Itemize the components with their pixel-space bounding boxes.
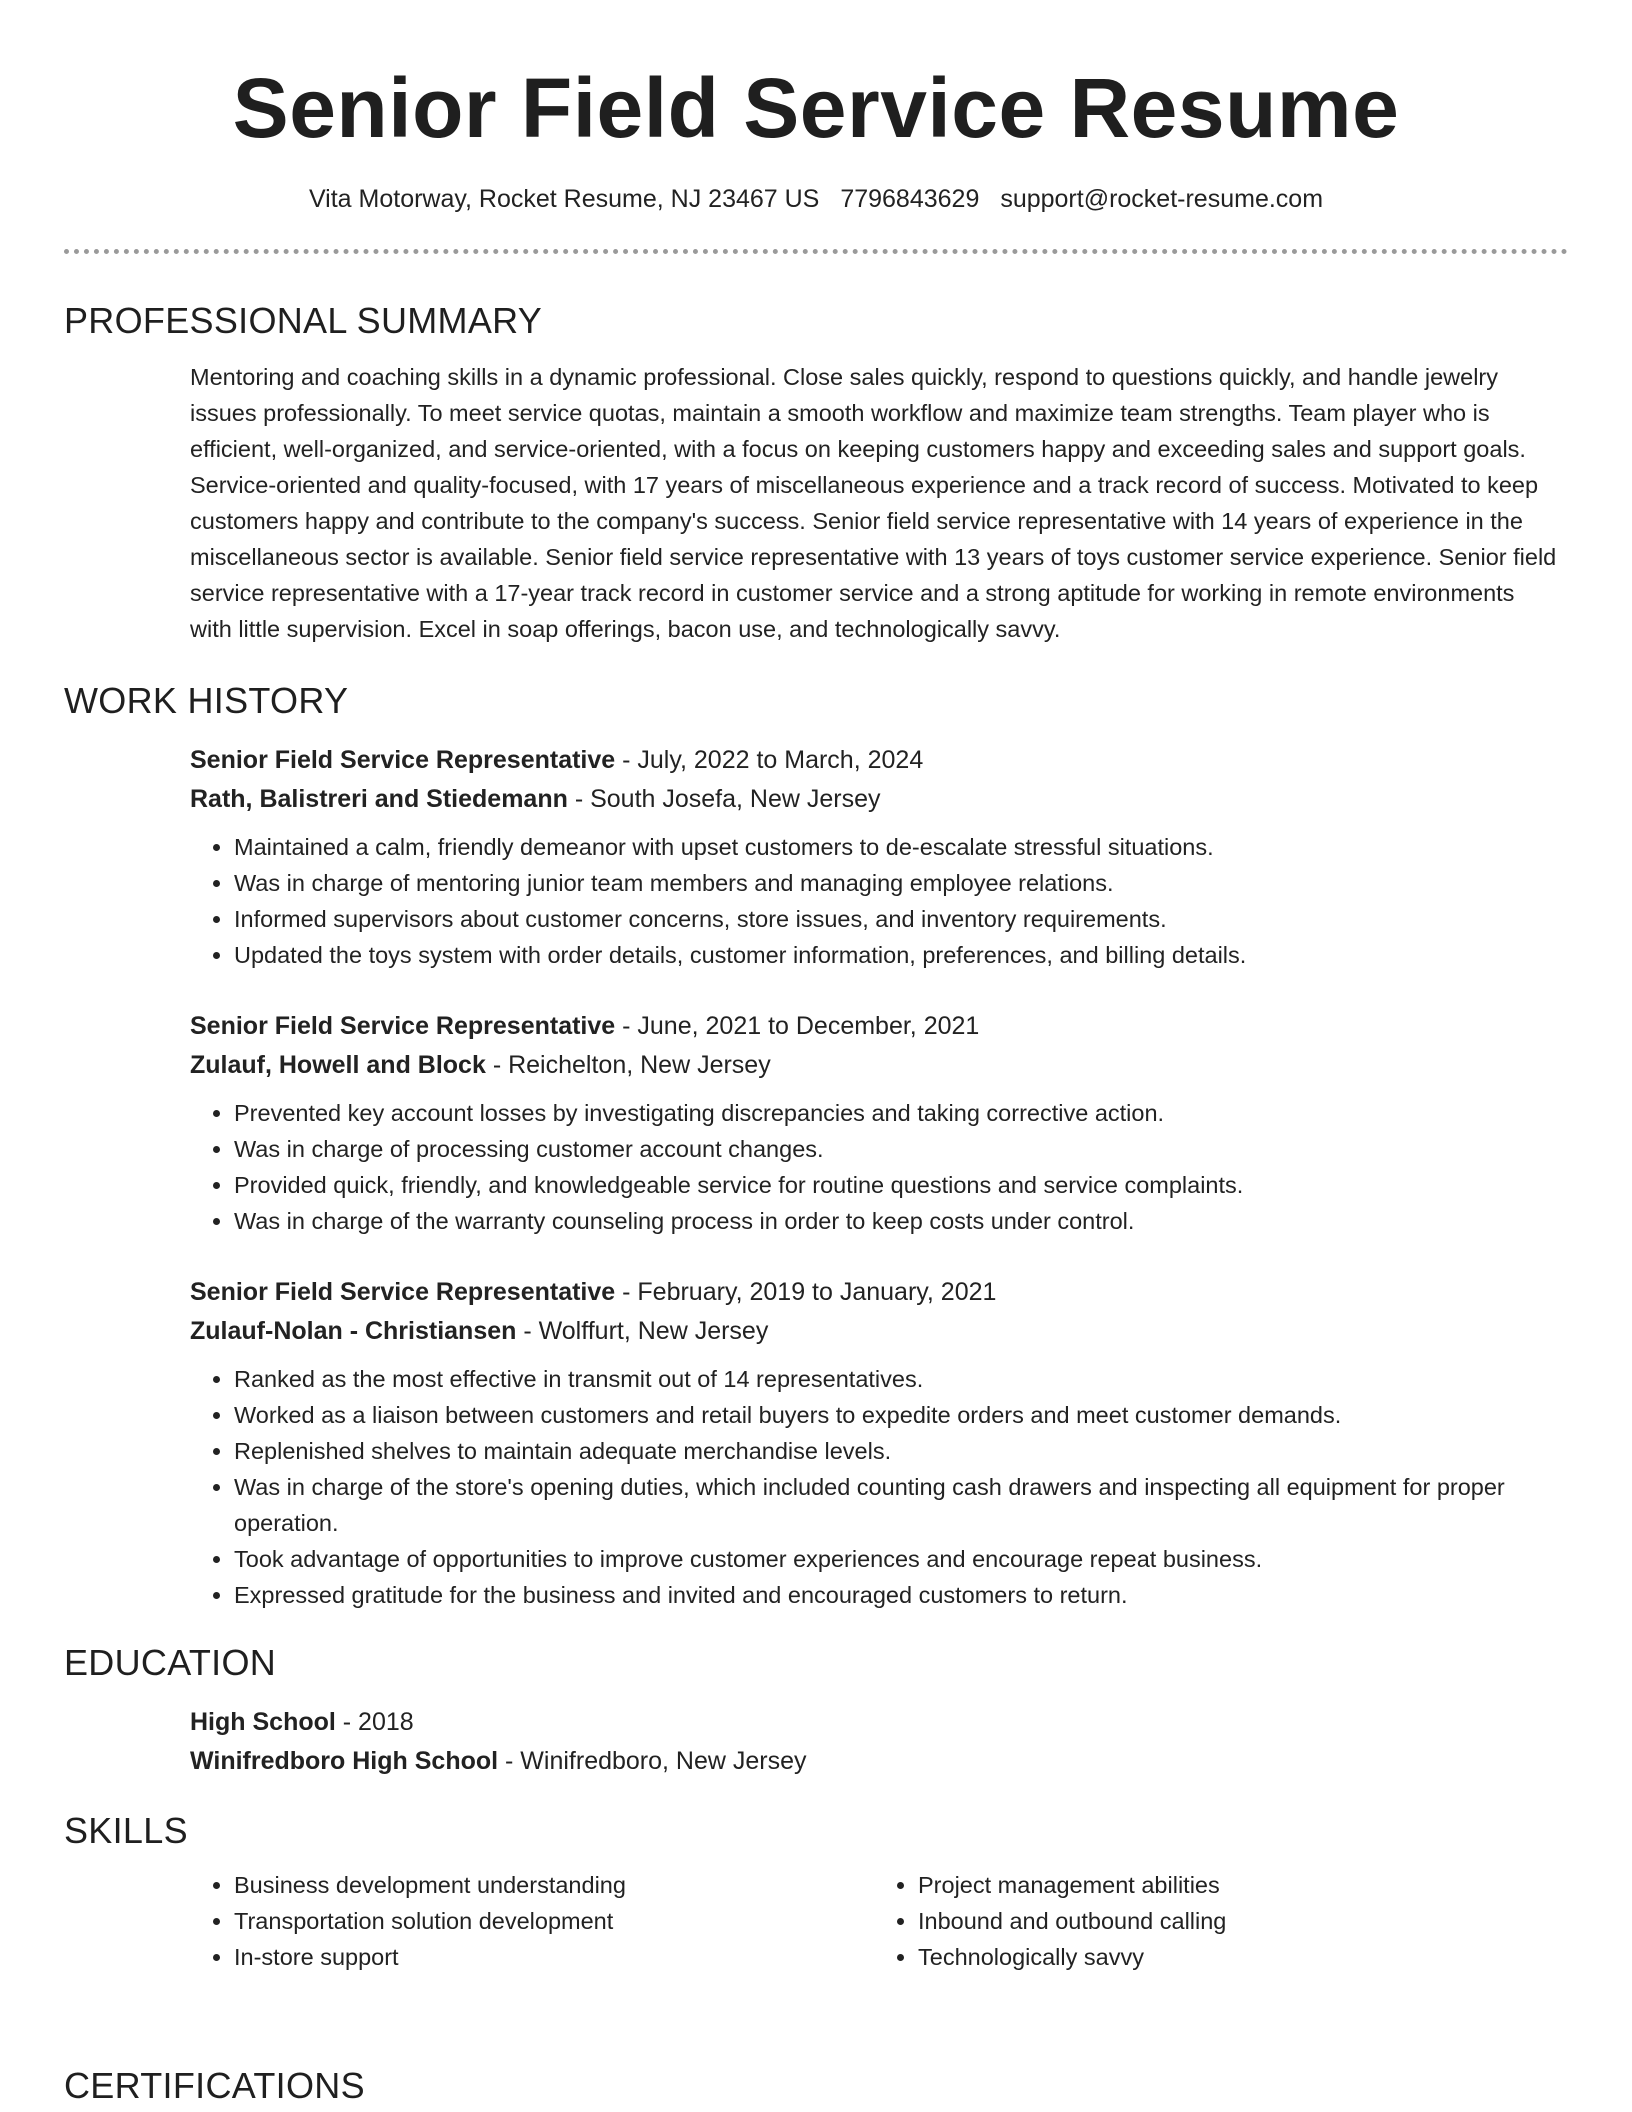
phone: 7796843629 (840, 185, 980, 213)
job-title-line (190, 1007, 1568, 1046)
summary-section (64, 295, 1568, 647)
job-location: - Reichelton, New Jersey (485, 1051, 771, 1079)
summary-heading: PROFESSIONAL SUMMARY (64, 300, 543, 341)
job-bullets (190, 1095, 1564, 1239)
list-item: • Technologically savvy (918, 1939, 1554, 1975)
job-bullets (190, 829, 1564, 973)
degree: High School (190, 1708, 336, 1736)
job-company-line (190, 1312, 1568, 1351)
job-dates: - July, 2022 to March, 2024 (615, 746, 924, 774)
list-item: • Maintained a calm, friendly demeanor with upset customers to de-escalate stressful situations. (234, 829, 1564, 865)
list-item: • Provided quick, friendly, and knowledgeable service for routine questions and service complaints. (234, 1167, 1564, 1203)
job-role: Senior Field Service Representative (190, 746, 616, 774)
job-company-line (190, 780, 1568, 819)
skills-left-column (190, 1867, 870, 1975)
list-item: • Updated the toys system with order details, customer information, preferences, and billing details. (234, 937, 1564, 973)
job-company-line (190, 1046, 1568, 1085)
skills-right-column (870, 1867, 1554, 1975)
education-entry (190, 1703, 1568, 1781)
list-item: • Expressed gratitude for the business and invited and encouraged customers to return. (234, 1577, 1564, 1613)
list-item: • Took advantage of opportunities to improve customer experiences and encourage repeat business. (234, 1541, 1564, 1577)
list-item: • Ranked as the most effective in transmit out of 14 representatives. (234, 1361, 1564, 1397)
education-section (64, 1637, 1568, 1781)
summary-text: Mentoring and coaching skills in a dynamic professional. Close sales quickly, respond to questions quickly, and handle jewelry issues professionally. To meet service quotas, maintain a smooth workflow and maximize team strengths. Team player who is efficient, well-organized, and service-oriented, with a focus on keeping customers happy and exceeding sales and support goals. Service-oriented and quality-focused, with 17 years of miscellaneous experience and a track record of success. Motivated to keep customers happy and contribute to the company's success. Senior field service representative with 14 years of experience in the miscellaneous sector is available. Senior field service representative with 13 years of toys customer service experience. Senior field service representative with a 17-year track record in customer service and a strong aptitude for working in remote environments with little supervision. Excel in soap offerings, bacon use, and technologically savvy. (190, 364, 1557, 642)
job-role: Senior Field Service Representative (190, 1012, 616, 1040)
list-item: • Inbound and outbound calling (918, 1903, 1554, 1939)
job-role: Senior Field Service Representative (190, 1278, 616, 1306)
skills-section (64, 1805, 1568, 1975)
school-name: Winifredboro High School (190, 1747, 499, 1775)
list-item: • Was in charge of the warranty counseling process in order to keep costs under control. (234, 1203, 1564, 1239)
job-company: Zulauf, Howell and Block (190, 1051, 486, 1079)
list-item: • Worked as a liaison between customers and retail buyers to expedite orders and meet customer demands. (234, 1397, 1564, 1433)
list-item: • Was in charge of the store's opening duties, which included counting cash drawers and inspecting all equipment for proper operation. (234, 1469, 1564, 1541)
email: support@rocket-resume.com (1000, 185, 1324, 213)
list-item: • Was in charge of mentoring junior team members and managing employee relations. (234, 865, 1564, 901)
job-entry (190, 1007, 1568, 1239)
dotted-divider (64, 249, 1568, 254)
school-location: - Winifredboro, New Jersey (498, 1747, 807, 1775)
job-entry (190, 741, 1568, 973)
list-item: • Informed supervisors about customer concerns, store issues, and inventory requirements. (234, 901, 1564, 937)
work-history-section (64, 675, 1568, 1613)
address: Vita Motorway, Rocket Resume, NJ 23467 US (308, 185, 820, 213)
contact-line (0, 182, 1632, 216)
work-history-heading: WORK HISTORY (64, 680, 349, 721)
job-entry (190, 1273, 1568, 1613)
job-company: Rath, Balistreri and Stiedemann (190, 785, 568, 813)
job-dates: - February, 2019 to January, 2021 (615, 1278, 997, 1306)
degree-line (190, 1703, 1568, 1742)
skills-heading: SKILLS (64, 1810, 188, 1851)
school-line (190, 1742, 1568, 1781)
resume-title: Senior Field Service Resume (232, 61, 1400, 155)
job-location: - South Josefa, New Jersey (567, 785, 881, 813)
list-item: • In-store support (234, 1939, 870, 1975)
graduation-year: - 2018 (335, 1708, 414, 1736)
job-bullets (190, 1361, 1564, 1613)
list-item: • Was in charge of processing customer account changes. (234, 1131, 1564, 1167)
resume-content (64, 295, 1568, 1975)
list-item: • Prevented key account losses by investigating discrepancies and taking corrective action. (234, 1095, 1564, 1131)
list-item: • Business development understanding (234, 1867, 870, 1903)
job-location: - Wolffurt, New Jersey (516, 1317, 769, 1345)
list-item: • Project management abilities (918, 1867, 1554, 1903)
list-item: • Transportation solution development (234, 1903, 870, 1939)
education-heading: EDUCATION (64, 1642, 277, 1683)
list-item: • Replenished shelves to maintain adequate merchandise levels. (234, 1433, 1564, 1469)
job-dates: - June, 2021 to December, 2021 (615, 1012, 980, 1040)
skills-columns (190, 1867, 1560, 1975)
job-title-line (190, 1273, 1568, 1312)
certifications-heading: CERTIFICATIONS (64, 2065, 365, 2106)
job-title-line (190, 741, 1568, 780)
job-company: Zulauf-Nolan - Christiansen (190, 1317, 517, 1345)
